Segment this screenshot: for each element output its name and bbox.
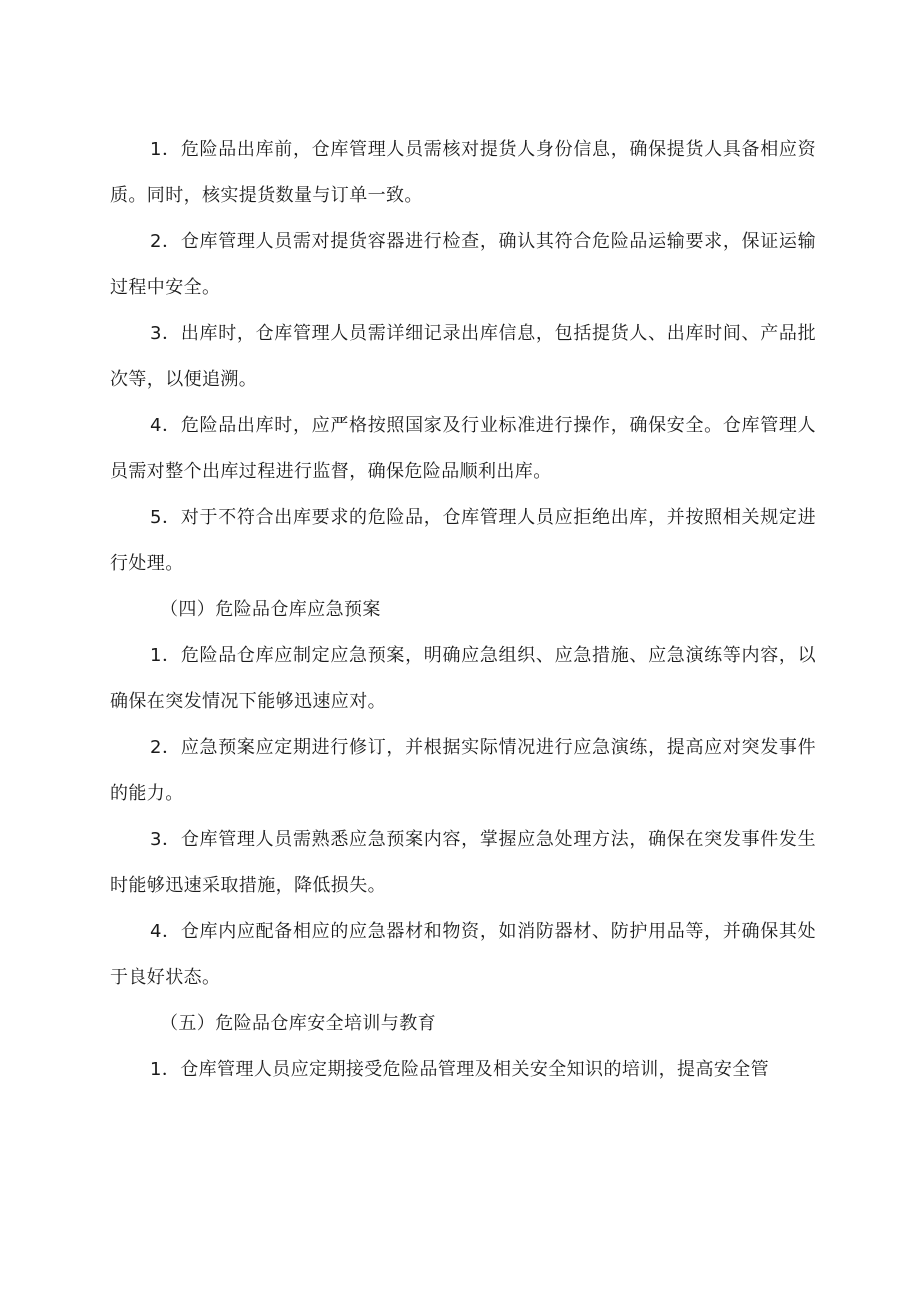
paragraph-outbound-4: 4．危险品出库时，应严格按照国家及行业标准进行操作，确保安全。仓库管理人员需对整个出库过程进行监督，确保危险品顺利出库。 (110, 415, 816, 482)
section-heading-safety-training: （五）危险品仓库安全培训与教育 (160, 1013, 436, 1034)
document-body (110, 127, 816, 1093)
section-heading-emergency-plan: （四）危险品仓库应急预案 (160, 599, 381, 620)
paragraph-emergency-3: 3．仓库管理人员需熟悉应急预案内容，掌握应急处理方法，确保在突发事件发生时能够迅速采取措施，降低损失。 (110, 829, 816, 896)
paragraph-outbound-5: 5．对于不符合出库要求的危险品，仓库管理人员应拒绝出库，并按照相关规定进行处理。 (110, 507, 816, 574)
paragraph-outbound-3: 3．出库时，仓库管理人员需详细记录出库信息，包括提货人、出库时间、产品批次等，以便追溯。 (110, 323, 816, 390)
paragraph-outbound-1: 1．危险品出库前，仓库管理人员需核对提货人身份信息，确保提货人具备相应资质。同时，核实提货数量与订单一致。 (110, 139, 816, 206)
paragraph-training-1: 1．仓库管理人员应定期接受危险品管理及相关安全知识的培训，提高安全管 (150, 1059, 770, 1080)
paragraph-outbound-2: 2．仓库管理人员需对提货容器进行检查，确认其符合危险品运输要求，保证运输过程中安全。 (110, 231, 816, 298)
paragraph-emergency-2: 2．应急预案应定期进行修订，并根据实际情况进行应急演练，提高应对突发事件的能力。 (110, 737, 816, 804)
paragraph-emergency-4: 4．仓库内应配备相应的应急器材和物资，如消防器材、防护用品等，并确保其处于良好状态。 (110, 921, 816, 988)
paragraph-emergency-1: 1．危险品仓库应制定应急预案，明确应急组织、应急措施、应急演练等内容，以确保在突发情况下能够迅速应对。 (110, 645, 816, 712)
